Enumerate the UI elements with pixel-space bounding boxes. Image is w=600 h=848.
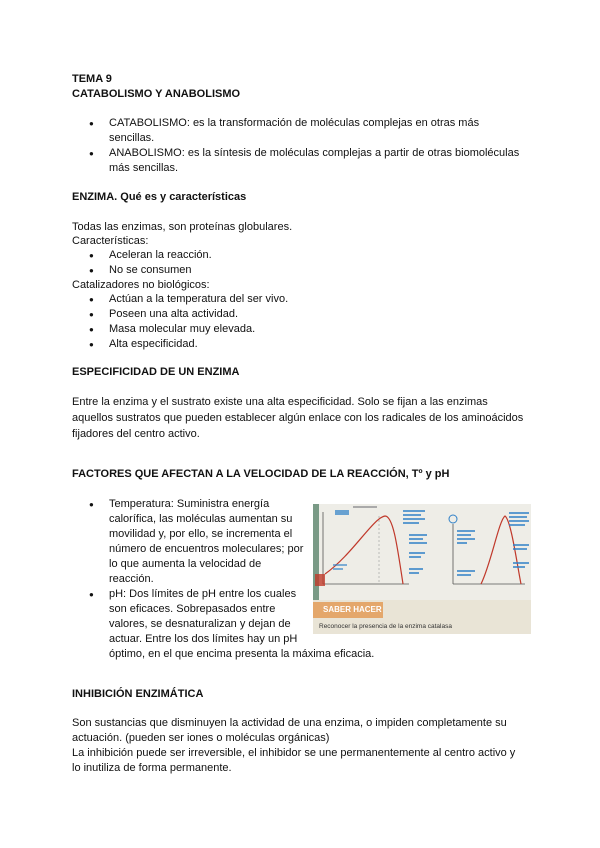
- factores-heading: FACTORES QUE AFECTAN A LA VELOCIDAD DE LA REACCIÓN, Tº y pH: [72, 468, 450, 480]
- paragraph-line: aquellos sustratos que pueden establecer algún enlace con los radicales de los aminoácidos: [72, 412, 524, 424]
- anabolismo-text: ● ANABOLISMO: es la síntesis de moléculas complejas a partir de otras biomoléculas: [109, 147, 520, 159]
- figure-banner: SABER HACER: [323, 605, 382, 614]
- caracteristicas-list: [89, 248, 212, 278]
- textbook-figure: [313, 504, 531, 634]
- paragraph-line: actuación. (pueden ser iones o moléculas orgánicas): [72, 732, 330, 744]
- list-item-temperatura: [89, 497, 319, 587]
- especificidad-paragraph: [72, 394, 523, 442]
- catabolismo-text: ● CATABOLISMO: es la transformación de moléculas complejas en otras más: [109, 117, 480, 129]
- text-line: ● pH: Dos límites de pH entre los cuales: [109, 588, 297, 600]
- text-line: ● Temperatura: Suministra energía: [109, 498, 270, 510]
- text-line: número de encuentros moleculares; por: [109, 543, 304, 555]
- especificidad-heading: ESPECIFICIDAD DE UN ENZIMA: [72, 366, 240, 378]
- paragraph-line: lo inutiliza de forma permanente.: [72, 762, 232, 774]
- text-line: actuar. Entre los dos límites hay un pH: [109, 633, 298, 645]
- text-line: son eficaces. Sobrepasados entre: [109, 603, 276, 615]
- text-line: valores, se desnaturalizan y dejan de: [109, 618, 291, 630]
- catalizadores-list: [89, 292, 288, 352]
- list-item: ● Actúan a la temperatura del ser vivo.: [89, 292, 288, 307]
- list-item: ● Poseen una alta actividad.: [89, 307, 288, 322]
- anabolismo-text-cont: más sencillas.: [109, 162, 179, 174]
- catalizadores-label: Catalizadores no biológicos:: [72, 279, 210, 291]
- list-item-catabolismo: [89, 116, 529, 146]
- text-line: óptimo, en el que encima presenta la máxima eficacia.: [109, 648, 375, 660]
- enzima-line1: Todas las enzimas, son proteínas globulares.: [72, 221, 293, 233]
- inhibicion-heading: INHIBICIÓN ENZIMÁTICA: [72, 688, 204, 700]
- list-item: ● Alta especificidad.: [89, 337, 288, 352]
- figure-caption: Reconocer la presencia de la enzima catalasa: [319, 623, 452, 630]
- text-line: movilidad y, por ello, se incrementa el: [109, 528, 293, 540]
- intro-list: [89, 116, 529, 176]
- list-item: ● No se consumen: [89, 263, 212, 278]
- text-line: calorífica, las moléculas aumentan su: [109, 513, 293, 525]
- paragraph-line: fijadores del centro activo.: [72, 428, 200, 440]
- list-item: ● Masa molecular muy elevada.: [89, 322, 288, 337]
- tema-number: TEMA 9: [72, 73, 112, 85]
- paragraph-line: Entre la enzima y el sustrato existe una alta especificidad. Solo se fijan a las enzimas: [72, 396, 488, 408]
- paragraph-line: La inhibición puede ser irreversible, el inhibidor se une permanentemente al centro activo y: [72, 747, 516, 759]
- text-line: lo que aumenta la velocidad de: [109, 558, 262, 570]
- caracteristicas-label: Características:: [72, 235, 149, 247]
- paragraph-line: Son sustancias que disminuyen la actividad de una enzima, o impiden completamente su: [72, 717, 507, 729]
- inhibicion-paragraph: [72, 716, 515, 776]
- page-title: CATABOLISMO Y ANABOLISMO: [72, 88, 241, 100]
- list-item: ● Aceleran la reacción.: [89, 248, 212, 263]
- list-item-anabolismo: [89, 146, 529, 176]
- enzima-heading: ENZIMA. Qué es y características: [72, 191, 247, 203]
- catabolismo-text-cont: sencillas.: [109, 132, 155, 144]
- text-line: reacción.: [109, 573, 154, 585]
